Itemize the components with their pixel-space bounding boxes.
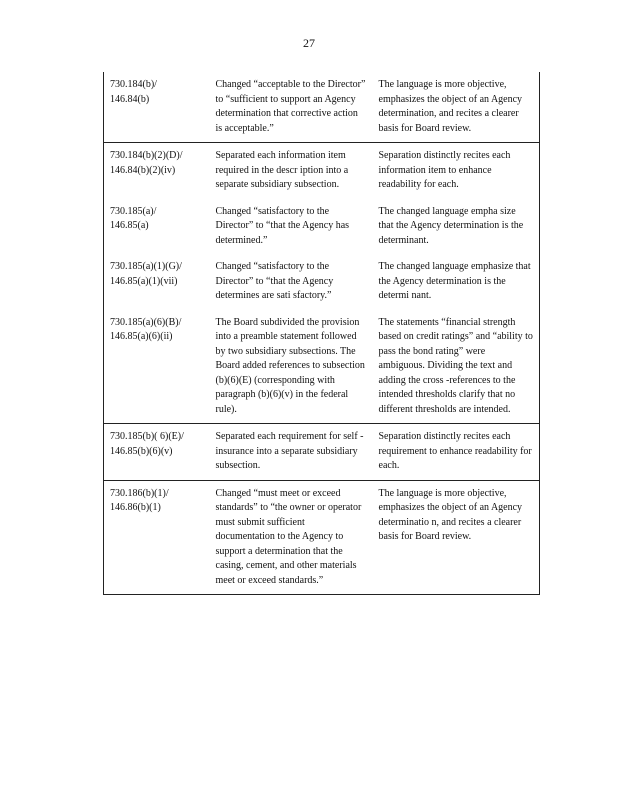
reason-text: The changed language emphasize that the Agency determination is the determi nant. xyxy=(378,261,531,301)
change-description: Changed “satisfactory to the Director” to “that the Agency has determined.” xyxy=(215,205,350,246)
section-reference-cell xyxy=(104,424,210,481)
section-reference-cell xyxy=(104,143,210,199)
federal-section-ref: 146.86(b)(1) xyxy=(110,502,161,513)
table-row xyxy=(104,310,540,424)
page-number: 27 xyxy=(303,36,315,50)
table-row xyxy=(104,480,540,595)
federal-section-ref: 146.85(a)(1)(vii) xyxy=(110,275,178,287)
illinois-section-ref: 730.184(b)/ xyxy=(110,79,157,90)
change-description-cell xyxy=(210,424,373,481)
change-description: Changed “acceptable to the Director” to “sufficient to support an Agency determination that corrective action is acceptable.” xyxy=(215,79,366,134)
table-row xyxy=(104,143,540,199)
section-reference-cell xyxy=(104,310,210,424)
table-row xyxy=(104,424,540,481)
section-reference-cell xyxy=(104,480,210,595)
reason-text: The statements “financial strength based on credit ratings” and “ability to pass the bond rating” were ambiguous. Dividing the text and adding the cross -references to the intended thresholds clarify that no different thresholds are intended. xyxy=(378,316,533,415)
federal-section-ref: 146.85(b)(6)(v) xyxy=(110,445,173,457)
illinois-section-ref: 730.184(b)(2)(D)/ xyxy=(110,150,183,161)
illinois-section-ref: 730.185(a)(1)(G)/ xyxy=(110,261,182,272)
illinois-section-ref: 730.185(b)( 6)(E)/ xyxy=(110,431,184,442)
illinois-section-ref: 730.186(b)(1)/ xyxy=(110,487,169,499)
reason-cell xyxy=(373,72,540,143)
reason-cell xyxy=(373,424,540,481)
reason-cell xyxy=(373,480,540,595)
illinois-section-ref: 730.185(a)(6)(B)/ xyxy=(110,316,182,328)
reason-cell xyxy=(373,199,540,255)
change-description-cell xyxy=(210,72,373,143)
section-reference-cell xyxy=(104,254,210,310)
federal-section-ref: 146.84(b)(2)(iv) xyxy=(110,164,176,176)
reason-text: Separation distinctly recites each requirement to enhance readability for each. xyxy=(378,431,532,471)
change-description: Changed “must meet or exceed standards” to “the owner or operator must submit sufficient documentation to the Agency to support a determination that the casing, cement, and other materials meet or exceed standards.” xyxy=(215,487,362,586)
change-description-cell xyxy=(210,254,373,310)
table-row xyxy=(104,199,540,255)
comparison-table xyxy=(103,72,540,595)
change-description-cell xyxy=(210,143,373,199)
reason-text: The changed language empha size that the Agency determination is the determinant. xyxy=(378,205,524,246)
reason-text: The language is more objective, emphasizes the object of an Agency determination, and recites a clearer basis for Board review. xyxy=(378,79,523,134)
table-row xyxy=(104,254,540,310)
reason-cell xyxy=(373,143,540,199)
change-description: Separated each information item required in the descr iption into a separate subsidiary subsection. xyxy=(215,150,349,190)
illinois-section-ref: 730.185(a)/ xyxy=(110,205,157,217)
reason-cell xyxy=(373,310,540,424)
reason-cell xyxy=(373,254,540,310)
federal-section-ref: 146.84(b) xyxy=(110,93,150,105)
change-description: Separated each requirement for self -insurance into a separate subsidiary subsection. xyxy=(215,431,364,471)
federal-section-ref: 146.85(a) xyxy=(110,220,149,231)
change-description: Changed “satisfactory to the Director” to “that the Agency determines are sati sfactory.” xyxy=(215,261,334,301)
change-description-cell xyxy=(210,310,373,424)
section-reference-cell xyxy=(104,72,210,143)
change-description: The Board subdivided the provision into a preamble statement followed by two subsidiary subsections. The Board added references to subsection (b)(6)(E) (corresponding with paragraph (b)(6)(v) in the federal rule). xyxy=(215,316,365,415)
section-reference-cell xyxy=(104,199,210,255)
table-row xyxy=(104,72,540,143)
change-description-cell xyxy=(210,480,373,595)
change-description-cell xyxy=(210,199,373,255)
reason-text: The language is more objective, emphasizes the object of an Agency determinatio n, and recites a clearer basis for Board review. xyxy=(378,487,523,542)
reason-text: Separation distinctly recites each information item to enhance readability for each. xyxy=(378,150,511,190)
federal-section-ref: 146.85(a)(6)(ii) xyxy=(110,331,173,342)
